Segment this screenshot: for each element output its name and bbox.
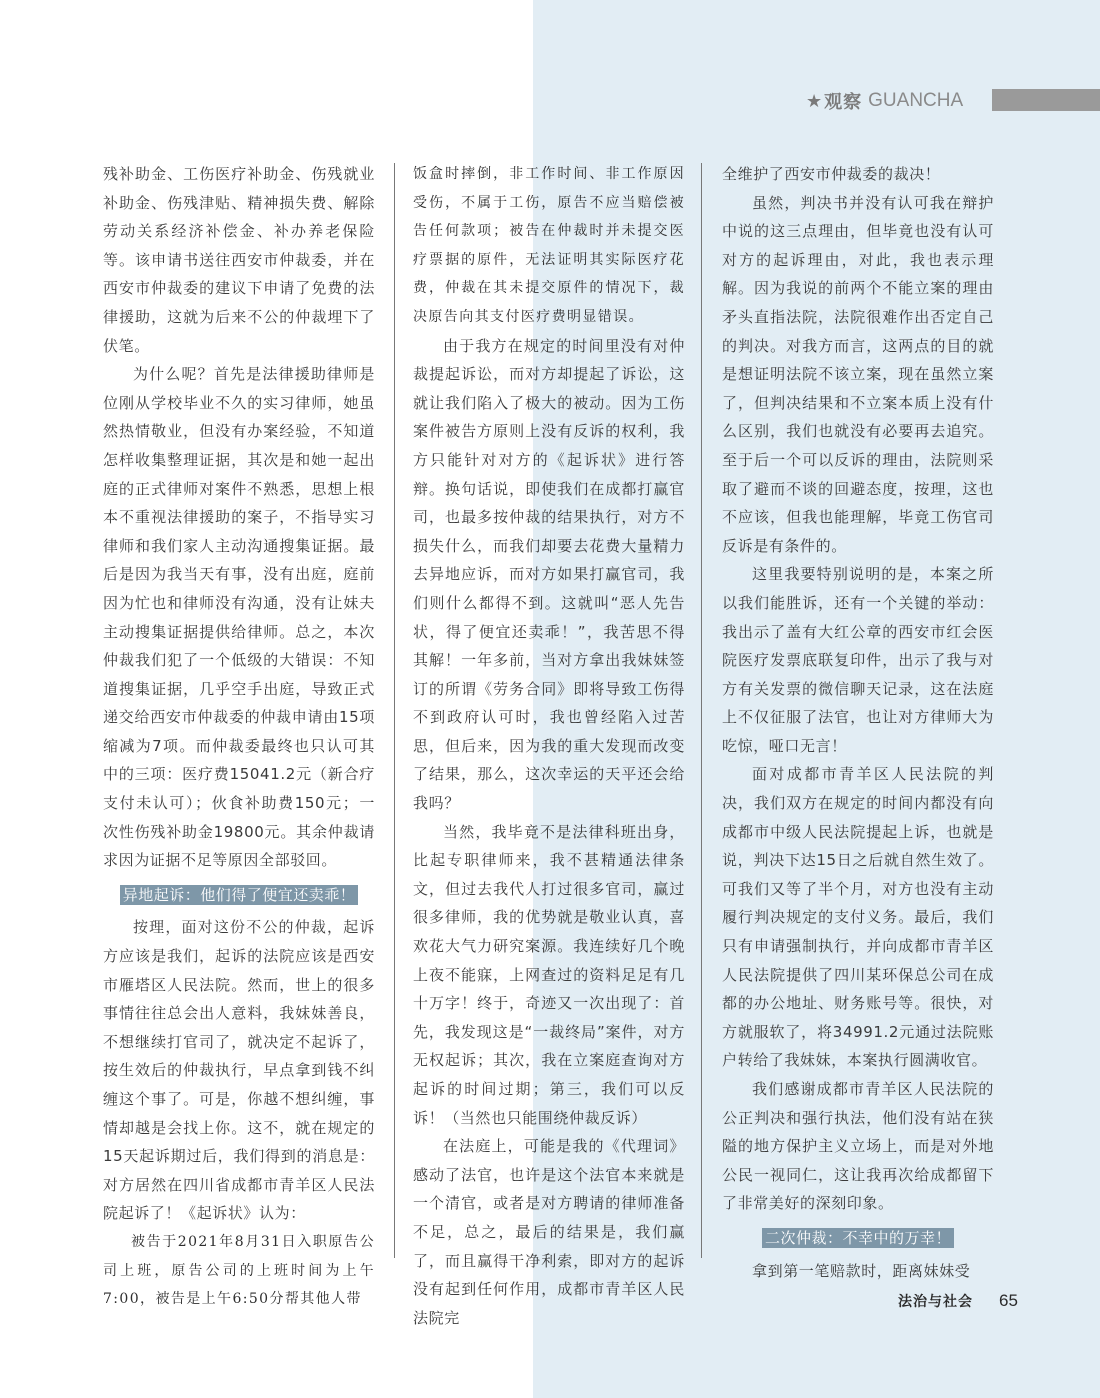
body-paragraph: 在法庭上，可能是我的《代理词》感动了法官，也许是这个法官本来就是一个清官，或者是对方聘请的律师准备不足，总之，最后的结果是，我们赢了，而且赢得干净利索，即对方的起诉没有起到任何作用，成都市青羊区人民法院完 (413, 1137, 685, 1327)
header-decoration-bar (992, 89, 1100, 111)
subheading-text: 异地起诉：他们得了便宜还卖乖！ (120, 885, 359, 905)
body-paragraph: 面对成都市青羊区人民法院的判决，我们双方在规定的时间内都没有向成都市中级人民法院提起上诉，也就是说，判决下达15日之后就自然生效了。可我们又等了半个月，对方也没有主动履行判决规定的支付义务。最后，我们只有申请强制执行，并向成都市青羊区人民法院提供了四川某环保总公司在成都的办公地址、财务账号等。很快，对方就服软了，将34991.2元通过法院账户转给了我妹妹，本案执行圆满收官。 (722, 765, 994, 1070)
body-paragraph: 虽然，判决书并没有认可我在辩护中说的这三点理由，但毕竟也没有认可对方的起诉理由，对此，我也表示理解。因为我说的前两个不能立案的理由矛头直指法院，法院很难作出否定自己的判决。对我方而言，这两点的目的就是想证明法院不该立案，现在虽然立案了，但判决结果和不立案本质上没有什么区别，我们也就没有必要再去追究。至于后一个可以反诉的理由，法院则采取了避而不谈的回避态度，按理，这也不应该，但我也能理解，毕竟工伤官司反诉是有条件的。 (722, 193, 994, 555)
body-paragraph: 由于我方在规定的时间里没有对仲裁提起诉讼，而对方却提起了诉讼，这就让我们陷入了极大的被动。因为工伤案件被告方原则上没有反诉的权利，我方只能针对对方的《起诉状》进行答辩。换句话说，即使我们在成都打赢官司，也最多按仲裁的结果执行，对方不损失什么，而我们却要去花费大量精力去异地应诉，而对方如果打赢官司，我们则什么都得不到。这就叫“恶人先告状，得了便宜还卖乖！”，我苦思不得其解！一年多前，当对方拿出我妹妹签订的所谓《劳务合同》即将导致工伤得不到政府认可时，我也曾经陷入过苦思，但后来，因为我的重大发现而改变了结果，那么，这次幸运的天平还会给我吗？ (413, 336, 685, 813)
article-column-1 (103, 160, 375, 1314)
section-header (806, 88, 963, 114)
subheading-text: 二次仲裁：不幸中的万幸！ (762, 1228, 954, 1248)
body-paragraph: 当然，我毕竟不是法律科班出身，比起专职律师来，我不甚精通法律条文，但过去我代人打过很多官司，赢过很多律师，我的优势就是敬业认真，喜欢花大气力研究案源。我连续好几个晚上夜不能寐，上网查过的资料足足有几十万字！终于，奇迹又一次出现了：首先，我发现这是“一裁终局”案件，对方无权起诉；其次，我在立案庭查询对方起诉的时间过期；第三，我们可以反诉！（当然也只能围绕仲裁反诉） (413, 822, 685, 1127)
body-paragraph: 我们感谢成都市青羊区人民法院的公正判决和强行执法，他们没有站在狭隘的地方保护主义立场上，而是对外地公民一视同仁，这让我再次给成都留下了非常美好的深刻印象。 (722, 1080, 994, 1213)
page-footer (898, 1291, 1018, 1311)
section-subheading (103, 881, 375, 910)
column-divider (394, 163, 395, 1258)
body-paragraph: 全维护了西安市仲裁委的裁决！ (722, 165, 941, 183)
article-column-3 (722, 160, 994, 1285)
section-title-en: GUANCHA (868, 90, 964, 111)
quoted-complaint-paragraph: 被告于2021年8月31日入职原告公司上班，原告公司的上班时间为上午7:00，被告是上午6:50分帮其他人带 (103, 1233, 375, 1308)
body-paragraph: 按理，面对这份不公的仲裁，起诉方应该是我们，起诉的法院应该是西安市雁塔区人民法院。然而，世上的很多事情往往总会出人意料，我妹妹善良，不想继续打官司了，就决定不起诉了，按生效后的仲裁执行，早点拿到钱不纠缠这个事了。可是，你越不想纠缠，事情却越是会找上你。这不，就在规定的15天起诉期过后，我们得到的消息是：对方居然在四川省成都市青羊区人民法院起诉了！《起诉状》认为： (103, 918, 375, 1223)
body-paragraph: 为什么呢？首先是法律援助律师是位刚从学校毕业不久的实习律师，她虽然热情敬业，但没有办案经验，不知道怎样收集整理证据，其次是和她一起出庭的正式律师对案件不熟悉，思想上根本不重视法律援助的案子，不指导实习律师和我们家人主动沟通搜集证据。最后是因为我当天有事，没有出庭，庭前因为忙也和律师没有沟通，没有让妹夫主动搜集证据提供给律师。总之，本次仲裁我们犯了一个低级的大错误：不知道搜集证据，几乎空手出庭，导致正式递交给西安市仲裁委的仲裁申请由15项缩减为7项。而仲裁委最终也只认可其中的三项：医疗费15041.2元（新合疗支付未认可）；伙食补助费150元；一次性伤残补助金19800元。其余仲裁请求因为证据不足等原因全部驳回。 (103, 365, 375, 870)
section-title-cn: 观察 (824, 92, 863, 113)
body-paragraph: 这里我要特别说明的是，本案之所以我们能胜诉，还有一个关键的举动：我出示了盖有大红公章的西安市红会医院医疗发票底联复印件，出示了我与对方有关发票的微信聊天记录，这在法庭上不仅征服了法官，也让对方律师大为吃惊，哑口无言！ (722, 565, 994, 755)
body-paragraph: 拿到第一笔赔款时，距离妹妹受 (752, 1261, 971, 1280)
quoted-complaint-paragraph: 饭盒时摔倒，非工作时间、非工作原因受伤，不属于工伤，原告不应当赔偿被告任何款项；被告在仲裁时并未提交医疗票据的原件，无法证明其实际医疗花费，仲裁在其未提交原件的情况下，裁决原告向其支付医疗费明显错误。 (413, 166, 685, 325)
magazine-name: 法治与社会 (898, 1294, 973, 1310)
column-divider (701, 163, 702, 1258)
star-icon: ★ (806, 90, 823, 112)
section-subheading (722, 1224, 994, 1253)
article-column-2 (413, 160, 685, 1332)
page-number: 65 (999, 1291, 1018, 1310)
body-paragraph: 残补助金、工伤医疗补助金、伤残就业补助金、伤残津贴、精神损失费、解除劳动关系经济补偿金、补办养老保险等。该申请书送往西安市仲裁委，并在西安市仲裁委的建议下申请了免费的法律援助，这就为后来不公的仲裁埋下了伏笔。 (103, 165, 375, 355)
